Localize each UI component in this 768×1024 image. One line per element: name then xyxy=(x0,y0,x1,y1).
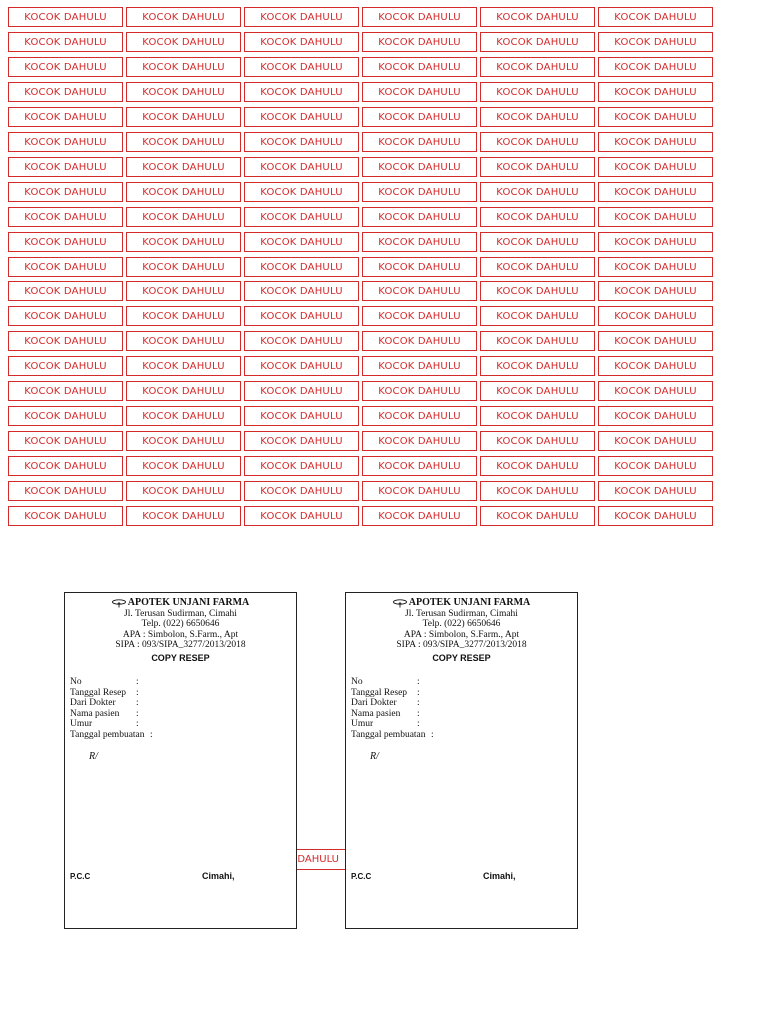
shake-label: KOCOK DAHULU xyxy=(480,257,595,277)
shake-label: KOCOK DAHULU xyxy=(8,456,123,476)
pharmacist-apa: APA : Simbolon, S.Farm., Apt xyxy=(122,629,239,640)
shake-label: KOCOK DAHULU xyxy=(244,157,359,177)
pharmacy-name: APOTEK UNJANI FARMA xyxy=(408,597,531,608)
shake-label: KOCOK DAHULU xyxy=(244,132,359,152)
prescription-fields xyxy=(351,677,434,740)
shake-label: KOCOK DAHULU xyxy=(480,132,595,152)
pharmacist-sipa: SIPA : 093/SIPA_3277/2013/2018 xyxy=(115,640,246,650)
shake-label: KOCOK DAHULU xyxy=(126,456,241,476)
shake-label: KOCOK DAHULU xyxy=(8,356,123,376)
shake-label: KOCOK DAHULU xyxy=(362,506,477,526)
field-colon: : xyxy=(417,677,420,687)
shake-label: KOCOK DAHULU xyxy=(8,306,123,326)
field-patient-name xyxy=(70,709,153,720)
shake-label: KOCOK DAHULU xyxy=(244,32,359,52)
field-colon: : xyxy=(417,698,420,708)
shake-label: KOCOK DAHULU xyxy=(362,157,477,177)
shake-label: KOCOK DAHULU xyxy=(126,331,241,351)
shake-label: KOCOK DAHULU xyxy=(598,232,713,252)
field-doctor xyxy=(351,698,434,709)
city-signature-label: Cimahi, xyxy=(202,871,235,881)
field-label: Nama pasien xyxy=(351,708,401,719)
field-patient-name xyxy=(351,709,434,720)
shake-label: KOCOK DAHULU xyxy=(362,281,477,301)
card-header xyxy=(346,598,577,663)
shake-label: KOCOK DAHULU xyxy=(244,207,359,227)
shake-label: KOCOK DAHULU xyxy=(126,381,241,401)
shake-label: KOCOK DAHULU xyxy=(480,82,595,102)
shake-label: KOCOK DAHULU xyxy=(244,306,359,326)
shake-label: KOCOK DAHULU xyxy=(598,207,713,227)
shake-label: KOCOK DAHULU xyxy=(362,456,477,476)
pharmacy-name: APOTEK UNJANI FARMA xyxy=(127,597,250,608)
shake-label: KOCOK DAHULU xyxy=(598,506,713,526)
shake-label: KOCOK DAHULU xyxy=(8,32,123,52)
shake-label: KOCOK DAHULU xyxy=(8,331,123,351)
shake-label: KOCOK DAHULU xyxy=(480,7,595,27)
shake-label: KOCOK DAHULU xyxy=(126,32,241,52)
shake-label: KOCOK DAHULU xyxy=(598,431,713,451)
shake-label: KOCOK DAHULU xyxy=(598,481,713,501)
shake-label: KOCOK DAHULU xyxy=(244,506,359,526)
field-colon: : xyxy=(431,729,434,740)
shake-label: KOCOK DAHULU xyxy=(362,32,477,52)
city-signature-label: Cimahi, xyxy=(483,871,516,881)
shake-label: KOCOK DAHULU xyxy=(8,82,123,102)
field-prescription-date xyxy=(351,688,434,699)
pharmacy-phone: Telp. (022) 6650646 xyxy=(422,619,501,629)
shake-label: KOCOK DAHULU xyxy=(362,431,477,451)
shake-label: KOCOK DAHULU xyxy=(126,7,241,27)
shake-label: KOCOK DAHULU xyxy=(244,406,359,426)
field-no xyxy=(351,677,434,688)
shake-label: KOCOK DAHULU xyxy=(362,182,477,202)
shake-label: KOCOK DAHULU xyxy=(480,381,595,401)
shake-label: KOCOK DAHULU xyxy=(8,232,123,252)
field-label: No xyxy=(351,677,363,687)
shake-label: KOCOK DAHULU xyxy=(362,57,477,77)
field-label: Dari Dokter xyxy=(351,698,397,708)
shake-label: KOCOK DAHULU xyxy=(480,306,595,326)
pcc-label: P.C.C xyxy=(351,872,372,881)
document-title: COPY RESEP xyxy=(151,652,210,663)
shake-label: KOCOK DAHULU xyxy=(244,182,359,202)
pharmacy-phone: Telp. (022) 6650646 xyxy=(141,619,220,629)
shake-label: KOCOK DAHULU xyxy=(244,7,359,27)
shake-label: KOCOK DAHULU xyxy=(362,306,477,326)
shake-label: KOCOK DAHULU xyxy=(8,281,123,301)
field-label: Umur xyxy=(70,719,93,729)
shake-label: KOCOK DAHULU xyxy=(362,257,477,277)
shake-label: KOCOK DAHULU xyxy=(362,406,477,426)
shake-label: KOCOK DAHULU xyxy=(244,481,359,501)
field-label: Tanggal Resep xyxy=(70,687,127,698)
shake-label: KOCOK DAHULU xyxy=(244,331,359,351)
field-no xyxy=(70,677,153,688)
shake-label: KOCOK DAHULU xyxy=(8,57,123,77)
shake-label: KOCOK DAHULU xyxy=(8,207,123,227)
shake-label: KOCOK DAHULU xyxy=(8,431,123,451)
shake-label: KOCOK DAHULU xyxy=(598,57,713,77)
shake-label: KOCOK DAHULU xyxy=(126,431,241,451)
shake-label: KOCOK DAHULU xyxy=(244,257,359,277)
shake-label: KOCOK DAHULU xyxy=(244,281,359,301)
shake-label: KOCOK DAHULU xyxy=(126,481,241,501)
field-creation-date xyxy=(70,730,153,741)
shake-label: KOCOK DAHULU xyxy=(126,157,241,177)
shake-label: KOCOK DAHULU xyxy=(8,107,123,127)
field-label: Tanggal pembuatan xyxy=(351,729,426,740)
shake-label: KOCOK DAHULU xyxy=(126,182,241,202)
shake-label: KOCOK DAHULU xyxy=(480,281,595,301)
shake-label: KOCOK DAHULU xyxy=(8,157,123,177)
shake-label: KOCOK DAHULU xyxy=(8,381,123,401)
shake-label: KOCOK DAHULU xyxy=(126,406,241,426)
field-label: Tanggal pembuatan xyxy=(70,729,145,740)
shake-label: KOCOK DAHULU xyxy=(598,381,713,401)
shake-label: KOCOK DAHULU xyxy=(8,132,123,152)
shake-label: KOCOK DAHULU xyxy=(598,281,713,301)
shake-label: KOCOK DAHULU xyxy=(480,506,595,526)
field-colon: : xyxy=(150,729,153,740)
field-colon: : xyxy=(417,719,420,729)
pharmacist-sipa: SIPA : 093/SIPA_3277/2013/2018 xyxy=(396,640,527,650)
shake-label: KOCOK DAHULU xyxy=(362,207,477,227)
shake-label: KOCOK DAHULU xyxy=(480,182,595,202)
field-age xyxy=(70,719,153,730)
shake-label: KOCOK DAHULU xyxy=(480,207,595,227)
shake-label: KOCOK DAHULU xyxy=(244,57,359,77)
shake-label: KOCOK DAHULU xyxy=(362,331,477,351)
field-colon: : xyxy=(136,719,139,729)
prescription-fields xyxy=(70,677,153,740)
field-colon: : xyxy=(417,708,420,719)
shake-label: KOCOK DAHULU xyxy=(362,481,477,501)
field-colon: : xyxy=(136,708,139,719)
shake-label: KOCOK DAHULU xyxy=(598,7,713,27)
shake-label: KOCOK DAHULU xyxy=(244,82,359,102)
pharmacy-logo-icon xyxy=(393,598,407,608)
shake-label: KOCOK DAHULU xyxy=(244,107,359,127)
shake-label: KOCOK DAHULU xyxy=(126,506,241,526)
field-label: No xyxy=(70,677,82,687)
field-prescription-date xyxy=(70,688,153,699)
shake-label: KOCOK DAHULU xyxy=(126,257,241,277)
shake-label: KOCOK DAHULU xyxy=(480,406,595,426)
shake-label: KOCOK DAHULU xyxy=(598,257,713,277)
pharmacy-address: Jl. Terusan Sudirman, Cimahi xyxy=(405,608,518,619)
field-label: Nama pasien xyxy=(70,708,120,719)
field-colon: : xyxy=(417,687,420,698)
shake-label: KOCOK DAHULU xyxy=(126,82,241,102)
shake-label: KOCOK DAHULU xyxy=(598,356,713,376)
pharmacy-logo-icon xyxy=(112,598,126,608)
shake-label: KOCOK DAHULU xyxy=(480,32,595,52)
shake-label: KOCOK DAHULU xyxy=(8,7,123,27)
shake-label: KOCOK DAHULU xyxy=(480,481,595,501)
rx-symbol: R/ xyxy=(370,751,379,762)
shake-label: KOCOK DAHULU xyxy=(8,406,123,426)
shake-label: KOCOK DAHULU xyxy=(598,182,713,202)
shake-label: KOCOK DAHULU xyxy=(480,232,595,252)
title-row xyxy=(65,598,296,609)
shake-label: KOCOK DAHULU xyxy=(8,257,123,277)
shake-label: KOCOK DAHULU xyxy=(598,32,713,52)
shake-label: KOCOK DAHULU xyxy=(126,232,241,252)
shake-label: KOCOK DAHULU xyxy=(362,82,477,102)
card-header xyxy=(65,598,296,663)
title-row xyxy=(346,598,577,609)
shake-label: KOCOK DAHULU xyxy=(126,281,241,301)
rx-symbol: R/ xyxy=(89,751,98,762)
pcc-label: P.C.C xyxy=(70,872,91,881)
shake-label: KOCOK DAHULU xyxy=(244,232,359,252)
field-label: Dari Dokter xyxy=(70,698,116,708)
shake-label: KOCOK DAHULU xyxy=(480,107,595,127)
field-creation-date xyxy=(351,730,434,741)
shake-label: KOCOK DAHULU xyxy=(126,132,241,152)
field-colon: : xyxy=(136,698,139,708)
shake-label: KOCOK DAHULU xyxy=(480,157,595,177)
shake-label: KOCOK DAHULU xyxy=(126,356,241,376)
shake-label: KOCOK DAHULU xyxy=(480,431,595,451)
shake-label: KOCOK DAHULU xyxy=(480,456,595,476)
shake-label: KOCOK DAHULU xyxy=(362,381,477,401)
pharmacist-apa: APA : Simbolon, S.Farm., Apt xyxy=(403,629,520,640)
shake-label: KOCOK DAHULU xyxy=(244,381,359,401)
shake-label: KOCOK DAHULU xyxy=(598,82,713,102)
shake-label: KOCOK DAHULU xyxy=(8,481,123,501)
field-colon: : xyxy=(136,687,139,698)
shake-label: KOCOK DAHULU xyxy=(8,182,123,202)
shake-label: KOCOK DAHULU xyxy=(244,356,359,376)
shake-label: KOCOK DAHULU xyxy=(362,356,477,376)
shake-label: KOCOK DAHULU xyxy=(126,57,241,77)
shake-label: KOCOK DAHULU xyxy=(598,107,713,127)
shake-label: KOCOK DAHULU xyxy=(598,132,713,152)
field-label: Umur xyxy=(351,719,374,729)
shake-label: KOCOK DAHULU xyxy=(362,107,477,127)
document-title: COPY RESEP xyxy=(432,652,491,663)
shake-label: KOCOK DAHULU xyxy=(244,456,359,476)
shake-label: KOCOK DAHULU xyxy=(480,356,595,376)
shake-label: KOCOK DAHULU xyxy=(598,157,713,177)
shake-label: KOCOK DAHULU xyxy=(598,456,713,476)
field-label: Tanggal Resep xyxy=(351,687,408,698)
stray-label: DAHULU xyxy=(270,849,346,870)
shake-label: KOCOK DAHULU xyxy=(126,207,241,227)
field-colon: : xyxy=(136,677,139,687)
shake-label: KOCOK DAHULU xyxy=(126,107,241,127)
shake-label: KOCOK DAHULU xyxy=(480,57,595,77)
shake-label: KOCOK DAHULU xyxy=(598,306,713,326)
prescription-copy-card-2 xyxy=(345,592,578,929)
shake-label: KOCOK DAHULU xyxy=(362,7,477,27)
shake-label: KOCOK DAHULU xyxy=(362,232,477,252)
shake-label: KOCOK DAHULU xyxy=(362,132,477,152)
shake-label: KOCOK DAHULU xyxy=(126,306,241,326)
field-age xyxy=(351,719,434,730)
prescription-copy-card-1 xyxy=(64,592,297,929)
shake-label: KOCOK DAHULU xyxy=(480,331,595,351)
shake-label: KOCOK DAHULU xyxy=(598,406,713,426)
shake-label: KOCOK DAHULU xyxy=(244,431,359,451)
shake-label: KOCOK DAHULU xyxy=(598,331,713,351)
shake-label: KOCOK DAHULU xyxy=(8,506,123,526)
field-doctor xyxy=(70,698,153,709)
pharmacy-address: Jl. Terusan Sudirman, Cimahi xyxy=(124,608,237,619)
